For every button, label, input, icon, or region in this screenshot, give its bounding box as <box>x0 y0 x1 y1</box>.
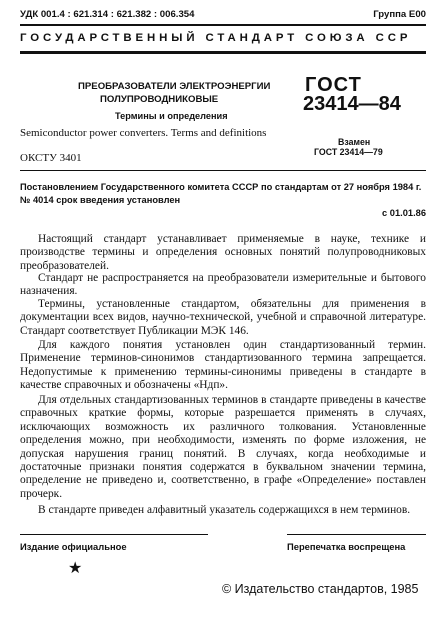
udc-code: УДК 001.4 : 621.314 : 621.382 : 006.354 <box>20 9 195 20</box>
copyright: © Издательство стандартов, 1985 <box>222 582 419 596</box>
replaces-label: Взамен <box>338 137 371 147</box>
body-paragraph-1: Настоящий стандарт устанавливает применяемые в науке, технике и производстве термины и определения основных понятий полупроводниковых преобразователей. <box>20 233 426 272</box>
mid-rule <box>20 170 426 171</box>
group-code: Группа Е00 <box>373 9 426 20</box>
okstu-code: ОКСТУ 3401 <box>20 152 82 164</box>
footer-rule-right <box>287 534 426 535</box>
gost-number: 23414—84 <box>303 93 401 115</box>
title-ru-line2: ПОЛУПРОВОДНИКОВЫЕ <box>100 94 219 105</box>
gost-label: ГОСТ <box>305 74 362 96</box>
title-ru-subtitle: Термины и определения <box>115 111 228 121</box>
decree-date: с 01.01.86 <box>382 208 426 218</box>
top-rule <box>20 24 426 26</box>
title-ru-line1: ПРЕОБРАЗОВАТЕЛИ ЭЛЕКТРОЭНЕРГИИ <box>78 81 271 92</box>
body-paragraph-3: Термины, установленные стандартом, обязательны для применения в документации всех видов, научно-технической, учебной и справочной литературе. Стандарт соответствует Публикации МЭК 146. <box>20 298 426 337</box>
decree-text: Постановлением Государственного комитета СССР по стандартам от 27 ноября 1984 г. № 4014 срок введения установлен <box>20 182 422 205</box>
banner-rule <box>20 51 426 54</box>
body-paragraph-2: Стандарт не распространяется на преобразователи измерительные и бытового назначения. <box>20 272 426 298</box>
reprint-notice: Перепечатка воспрещена <box>287 541 406 552</box>
body-paragraph-6: В стандарте приведен алфавитный указатель содержащихся в нем терминов. <box>38 504 411 516</box>
replaces-gost: ГОСТ 23414—79 <box>314 147 383 157</box>
title-en: Semiconductor power converters. Terms and definitions <box>20 127 267 139</box>
body-paragraph-5: Для отдельных стандартизованных терминов в стандарте приведены в качестве справочных краткие формы, которые разрешается применять в случаях, исключающих возможность их различного толкования. Установленные определения можно, при необходимости, изменять по форме изложения, не допуская нарушения границ понятий. В случаях, когда необходимые и достаточные признаки понятия содержатся в буквальном значении термина, определение не приведено и, соответственно, в графе «Определение» поставлен прочерк. <box>20 394 426 500</box>
footer-rule-left <box>20 534 208 535</box>
official-edition: Издание официальное <box>20 541 127 552</box>
star-icon: ★ <box>68 558 83 577</box>
banner: ГОСУДАРСТВЕННЫЙ СТАНДАРТ СОЮЗА ССР <box>20 32 412 44</box>
body-paragraph-4: Для каждого понятия установлен один стандартизованный термин. Применение терминов-синонимов стандартизованного термина запрещается. Недопустимые к применению термины-синонимы приведены в стандарте в качестве справочных и обозначены «Ндп». <box>20 339 426 392</box>
